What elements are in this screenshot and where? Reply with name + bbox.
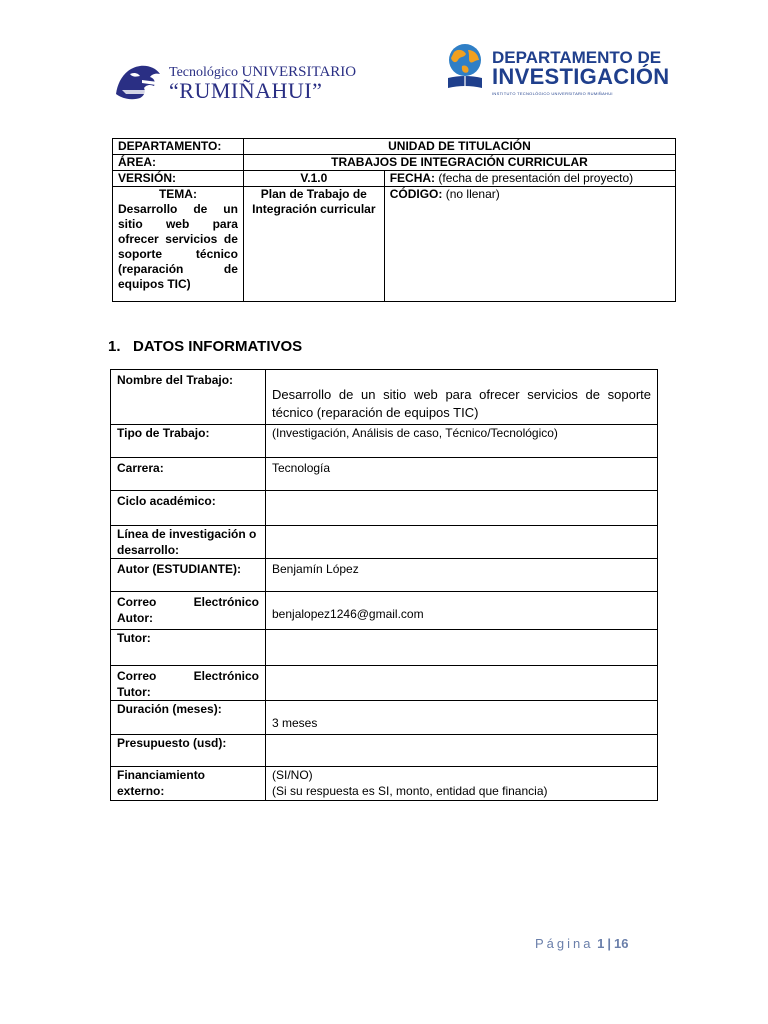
duracion-value: 3 meses	[266, 701, 658, 735]
logo-right-line-2: INVESTIGACIÓN	[492, 64, 670, 89]
financiamiento-value: (SI/NO) (Si su respuesta es SI, monto, entidad que financia)	[266, 767, 658, 801]
tema-last-line: equipos TIC)	[118, 277, 191, 291]
header-row-area	[113, 155, 676, 171]
tutor-label: Tutor:	[111, 630, 266, 666]
area-label: ÁREA:	[113, 155, 244, 171]
info-row-tipo	[111, 425, 658, 458]
logo-right-line-1: DEPARTAMENTO DE	[492, 48, 662, 67]
page-total: 16	[613, 936, 629, 951]
plan-line-1: Plan de Trabajo de	[260, 187, 367, 201]
correo-autor-value: benjalopez1246@gmail.com	[266, 592, 658, 630]
codigo-label: CÓDIGO:	[389, 187, 443, 201]
fecha-cell	[384, 171, 675, 187]
tema-label: TEMA:	[158, 187, 197, 201]
carrera-label: Carrera:	[111, 458, 266, 491]
plan-cell	[243, 187, 384, 302]
plan-line-2: Integración curricular	[252, 202, 376, 216]
section-number: 1.	[108, 338, 121, 355]
departamento-value: UNIDAD DE TITULACIÓN	[243, 139, 675, 155]
correo-autor-label: Correo Electrónico Autor:	[111, 592, 266, 630]
header-row-version	[113, 171, 676, 187]
logo-right-line-3: INSTITUTO TECNOLÓGICO UNIVERSITARIO RUMIÑAHUI	[492, 91, 613, 96]
logo-line-2: “RUMIÑAHUI”	[169, 78, 323, 103]
section-heading	[108, 338, 302, 355]
info-row-financiamiento	[111, 767, 658, 801]
page-current: 1	[597, 936, 605, 951]
rumiñahui-head-icon	[112, 60, 164, 102]
tema-line: ofrecer servicios de	[118, 232, 238, 246]
investigacion-logo	[444, 42, 670, 100]
page-footer	[535, 936, 628, 951]
info-row-correo-tutor	[111, 666, 658, 701]
info-row-linea	[111, 526, 658, 559]
linea-value	[266, 526, 658, 559]
departamento-label: DEPARTAMENTO:	[113, 139, 244, 155]
codigo-cell	[384, 187, 675, 302]
tipo-value: (Investigación, Análisis de caso, Técnico/Tecnológico)	[266, 425, 658, 458]
tema-line: soporte técnico	[118, 247, 238, 261]
version-label: VERSIÓN:	[113, 171, 244, 187]
info-row-ciclo	[111, 491, 658, 526]
fecha-value: (fecha de presentación del proyecto)	[438, 171, 634, 185]
correo-tutor-label: Correo Electrónico Tutor:	[111, 666, 266, 701]
tema-cell	[113, 187, 244, 302]
financiamiento-label: Financiamiento externo:	[111, 767, 266, 801]
tipo-label: Tipo de Trabajo:	[111, 425, 266, 458]
autor-label: Autor (ESTUDIANTE):	[111, 559, 266, 592]
info-row-autor	[111, 559, 658, 592]
duracion-label: Duración (meses):	[111, 701, 266, 735]
presupuesto-value	[266, 735, 658, 767]
presupuesto-label: Presupuesto (usd):	[111, 735, 266, 767]
info-row-duracion	[111, 701, 658, 735]
ciclo-label: Ciclo académico:	[111, 491, 266, 526]
rumiñahui-logo	[112, 56, 357, 106]
info-row-presupuesto	[111, 735, 658, 767]
linea-label: Línea de investigación o desarrollo:	[111, 526, 266, 559]
globe-book-icon	[444, 42, 486, 94]
info-row-nombre	[111, 370, 658, 425]
tutor-value	[266, 630, 658, 666]
ciclo-value	[266, 491, 658, 526]
codigo-value: (no llenar)	[445, 187, 500, 201]
carrera-value: Tecnología	[266, 458, 658, 491]
tema-line: sitio web para	[118, 217, 238, 231]
fecha-label: FECHA:	[389, 171, 436, 185]
tema-line: Desarrollo de un	[118, 202, 238, 216]
logo-line-1: Tecnológico UNIVERSITARIO	[169, 64, 357, 80]
info-row-correo-autor	[111, 592, 658, 630]
info-row-tutor	[111, 630, 658, 666]
nombre-value: Desarrollo de un sitio web para ofrecer servicios de soporte técnico (reparación de equipos TIC)	[266, 370, 658, 425]
page-word: Página	[535, 936, 594, 951]
tema-line: (reparación de	[118, 262, 238, 276]
nombre-label: Nombre del Trabajo:	[111, 370, 266, 425]
info-table	[110, 369, 658, 801]
area-value: TRABAJOS DE INTEGRACIÓN CURRICULAR	[243, 155, 675, 171]
correo-tutor-value	[266, 666, 658, 701]
header-row-tema	[113, 187, 676, 302]
version-value: V.1.0	[243, 171, 384, 187]
autor-value: Benjamín López	[266, 559, 658, 592]
info-row-carrera	[111, 458, 658, 491]
header-table	[112, 138, 676, 302]
section-title: DATOS INFORMATIVOS	[133, 338, 303, 355]
header-row-departamento	[113, 139, 676, 155]
page-separator: |	[607, 936, 611, 951]
